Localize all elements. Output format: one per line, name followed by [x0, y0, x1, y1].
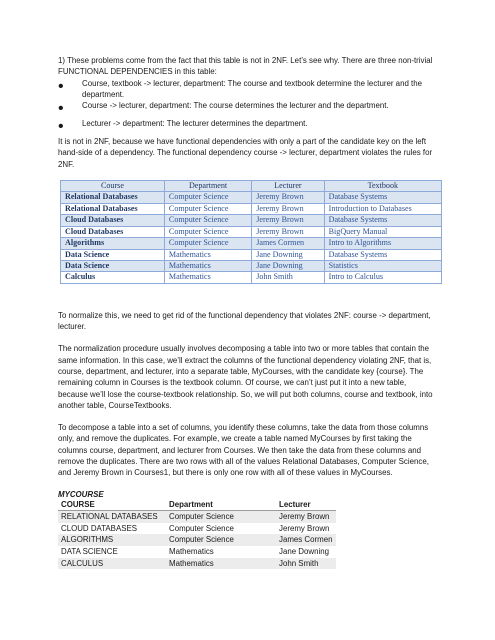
table-row — [61, 249, 442, 260]
cell-lecturer: John Smith — [276, 558, 336, 570]
bullet-text: Course -> lecturer, department: The course determines the lecturer and the department. — [82, 101, 389, 111]
table-row — [61, 226, 442, 237]
cell-textbook: Introduction to Databases — [324, 203, 441, 214]
cell-lecturer: Jane Downing — [252, 249, 324, 260]
column-header-lecturer: Lecturer — [252, 181, 324, 192]
table-row — [61, 215, 442, 226]
cell-department: Computer Science — [164, 203, 251, 214]
cell-course: Algorithms — [61, 238, 165, 249]
cell-department: Computer Science — [164, 192, 251, 203]
cell-textbook: Intro to Algorithms — [324, 238, 441, 249]
cell-department: Computer Science — [169, 523, 234, 533]
table-header-row — [58, 499, 336, 511]
paragraph-normalize: To normalize this, we need to get rid of the functional dependency that violates 2NF: course -> department, lecturer. — [58, 310, 431, 332]
cell-textbook: Statistics — [324, 260, 441, 271]
table-row — [61, 260, 442, 271]
bullet-text: Lecturer -> department: The lecturer determines the department. — [82, 119, 308, 129]
paragraph-procedure: The normalization procedure usually involves decomposing a table into two or more tables that contain the same information. In this case, we’ll extract the columns of the functional dependency violating 2NF, that is, course, department, and lecturer, into a separate table, MyCourses, with the candidate key {course}. The remaining column in Courses is the textbook column. Of course, we can’t just put it into a new table, because we’ll lose the course-textbook relationship. So, we will put both columns, course and textbook, into another table, CourseTextbooks. — [58, 344, 433, 410]
cell-textbook: Database Systems — [324, 215, 441, 226]
cell-department: Mathematics — [164, 260, 251, 271]
paragraph-decompose: To decompose a table into a set of columns, you identify these columns, take the data from those columns only, and remove the duplicates. For example, we create a table named MyCourses by first taking the columns course, department, and lecturer from Courses. We then take the data from these columns and remove the duplicates. There are two rows with all of the values Relational Databases, Computer Science, and Jeremy Brown in Courses1, but there is only one row with all of these values in MyCourses. — [58, 423, 429, 478]
cell-department: Computer Science — [164, 215, 251, 226]
table-row — [61, 272, 442, 283]
cell-lecturer: James Cormen — [252, 238, 324, 249]
cell-department: Mathematics — [166, 558, 276, 570]
table-row — [61, 203, 442, 214]
cell-course: Data Science — [61, 249, 165, 260]
cell-course: ALGORITHMS — [58, 534, 166, 546]
table-header-row — [61, 181, 442, 192]
table-row — [58, 511, 336, 523]
cell-course: CLOUD DATABASES — [61, 523, 137, 533]
cell-lecturer: Jeremy Brown — [252, 192, 324, 203]
table-row — [58, 534, 336, 546]
cell-lecturer: Jane Downing — [279, 546, 330, 556]
cell-textbook: BigQuery Manual — [324, 226, 441, 237]
column-header-textbook: Textbook — [324, 181, 441, 192]
column-header-course: COURSE — [58, 499, 166, 511]
cell-course: CALCULUS — [58, 558, 166, 570]
cell-course: Relational Databases — [61, 203, 165, 214]
cell-lecturer: Jane Downing — [252, 260, 324, 271]
mycourse-table — [58, 499, 336, 570]
intro-paragraph: 1) These problems come from the fact that this table is not in 2NF. Let’s see why. There are three non-trivial FUNCTIONAL DEPENDENCIES in this table: — [58, 56, 433, 77]
bullet-dot: • — [58, 118, 64, 136]
cell-lecturer: John Smith — [252, 272, 324, 283]
column-header-department: Department — [164, 181, 251, 192]
bullet-item — [58, 118, 438, 136]
cell-textbook: Database Systems — [324, 249, 441, 260]
cell-course: Cloud Databases — [61, 226, 165, 237]
column-header-course: Course — [61, 181, 165, 192]
cell-lecturer: Jeremy Brown — [252, 203, 324, 214]
cell-department: Mathematics — [164, 272, 251, 283]
cell-department: Computer Science — [164, 238, 251, 249]
cell-department: Computer Science — [164, 226, 251, 237]
cell-department: Mathematics — [164, 249, 251, 260]
cell-textbook: Intro to Calculus — [324, 272, 441, 283]
cell-course: DATA SCIENCE — [61, 546, 118, 556]
courses-table — [60, 180, 442, 284]
cell-lecturer: Jeremy Brown — [279, 523, 330, 533]
table-row — [58, 558, 336, 570]
cell-department: Computer Science — [166, 534, 276, 546]
table-row — [61, 238, 442, 249]
bullet-dot: • — [58, 100, 64, 118]
column-header-lecturer: Lecturer — [276, 499, 336, 511]
cell-course: Data Science — [61, 260, 165, 271]
column-header-department: Department — [166, 499, 276, 511]
table-row — [61, 192, 442, 203]
document-page — [58, 55, 438, 569]
cell-course: RELATIONAL DATABASES — [58, 511, 166, 523]
cell-textbook: Database Systems — [324, 192, 441, 203]
table-row — [58, 523, 336, 535]
cell-course: Cloud Databases — [61, 215, 165, 226]
cell-department: Mathematics — [169, 546, 214, 556]
bullet-item — [58, 100, 438, 118]
bullet-item — [58, 78, 438, 101]
mycourse-table-title: MYCOURSE — [58, 489, 104, 499]
cell-department: Computer Science — [166, 511, 276, 523]
bullet-text: Course, textbook -> lecturer, department: The course and textbook determine the lecturer and the department. — [82, 78, 423, 99]
cell-course: Relational Databases — [61, 192, 165, 203]
cell-lecturer: Jeremy Brown — [276, 511, 336, 523]
bullet-dot: • — [58, 77, 64, 95]
cell-lecturer: James Cormen — [276, 534, 336, 546]
table-row — [58, 546, 336, 558]
cell-lecturer: Jeremy Brown — [252, 215, 324, 226]
cell-lecturer: Jeremy Brown — [252, 226, 324, 237]
cell-course: Calculus — [61, 272, 165, 283]
paragraph-2nf-reason: It is not in 2NF, because we have functional dependencies with only a part of the candidate key on the left hand-side of a dependency. The functional dependency course -> lecturer, department violates the rules for 2NF. — [58, 137, 433, 169]
